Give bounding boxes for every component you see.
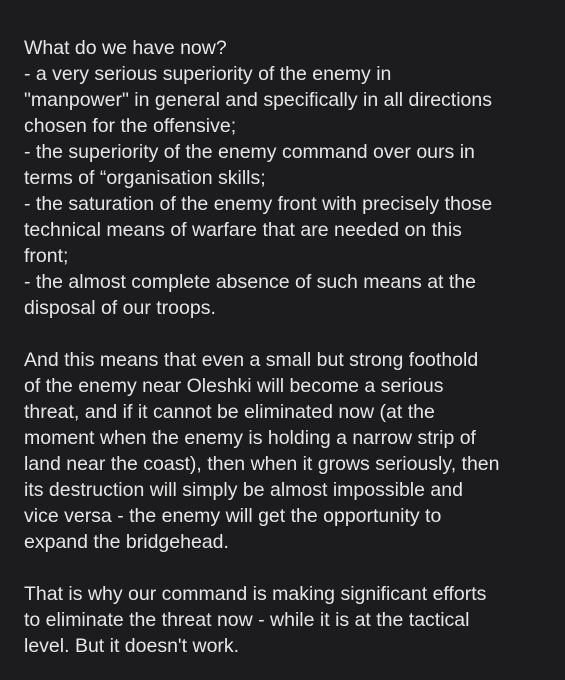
text-line: chosen for the offensive; bbox=[24, 115, 237, 137]
text-line: expand the bridgehead. bbox=[24, 531, 229, 553]
paragraph-3 bbox=[24, 581, 545, 659]
paragraph-2 bbox=[24, 347, 545, 555]
text-line: land near the coast), then when it grows seriously, then bbox=[24, 453, 500, 475]
text-line: "manpower" in general and specifically in all directions bbox=[24, 89, 492, 111]
text-line: terms of “organisation skills; bbox=[24, 167, 266, 189]
text-line: to eliminate the threat now - while it is at the tactical bbox=[24, 609, 470, 631]
paragraph-1 bbox=[24, 35, 545, 321]
text-line: front; bbox=[24, 245, 69, 267]
paragraph-spacer bbox=[24, 555, 545, 581]
text-line: disposal of our troops. bbox=[24, 297, 216, 319]
text-line: What do we have now? bbox=[24, 37, 227, 59]
text-line: And this means that even a small but strong foothold bbox=[24, 349, 479, 371]
text-line: its destruction will simply be almost impossible and bbox=[24, 479, 463, 501]
text-line: moment when the enemy is holding a narrow strip of bbox=[24, 427, 476, 449]
paragraph-spacer bbox=[24, 321, 545, 347]
text-line: of the enemy near Oleshki will become a serious bbox=[24, 375, 444, 397]
text-line: - a very serious superiority of the enemy in bbox=[24, 63, 392, 85]
text-line: technical means of warfare that are needed on this bbox=[24, 219, 462, 241]
text-line: - the saturation of the enemy front with precisely those bbox=[24, 193, 493, 215]
text-line: - the almost complete absence of such means at the bbox=[24, 271, 476, 293]
text-line: That is why our command is making significant efforts bbox=[24, 583, 487, 605]
text-line: level. But it doesn't work. bbox=[24, 635, 240, 657]
text-line: threat, and if it cannot be eliminated now (at the bbox=[24, 401, 435, 423]
text-line: vice versa - the enemy will get the opportunity to bbox=[24, 505, 442, 527]
text-line: - the superiority of the enemy command over ours in bbox=[24, 141, 475, 163]
